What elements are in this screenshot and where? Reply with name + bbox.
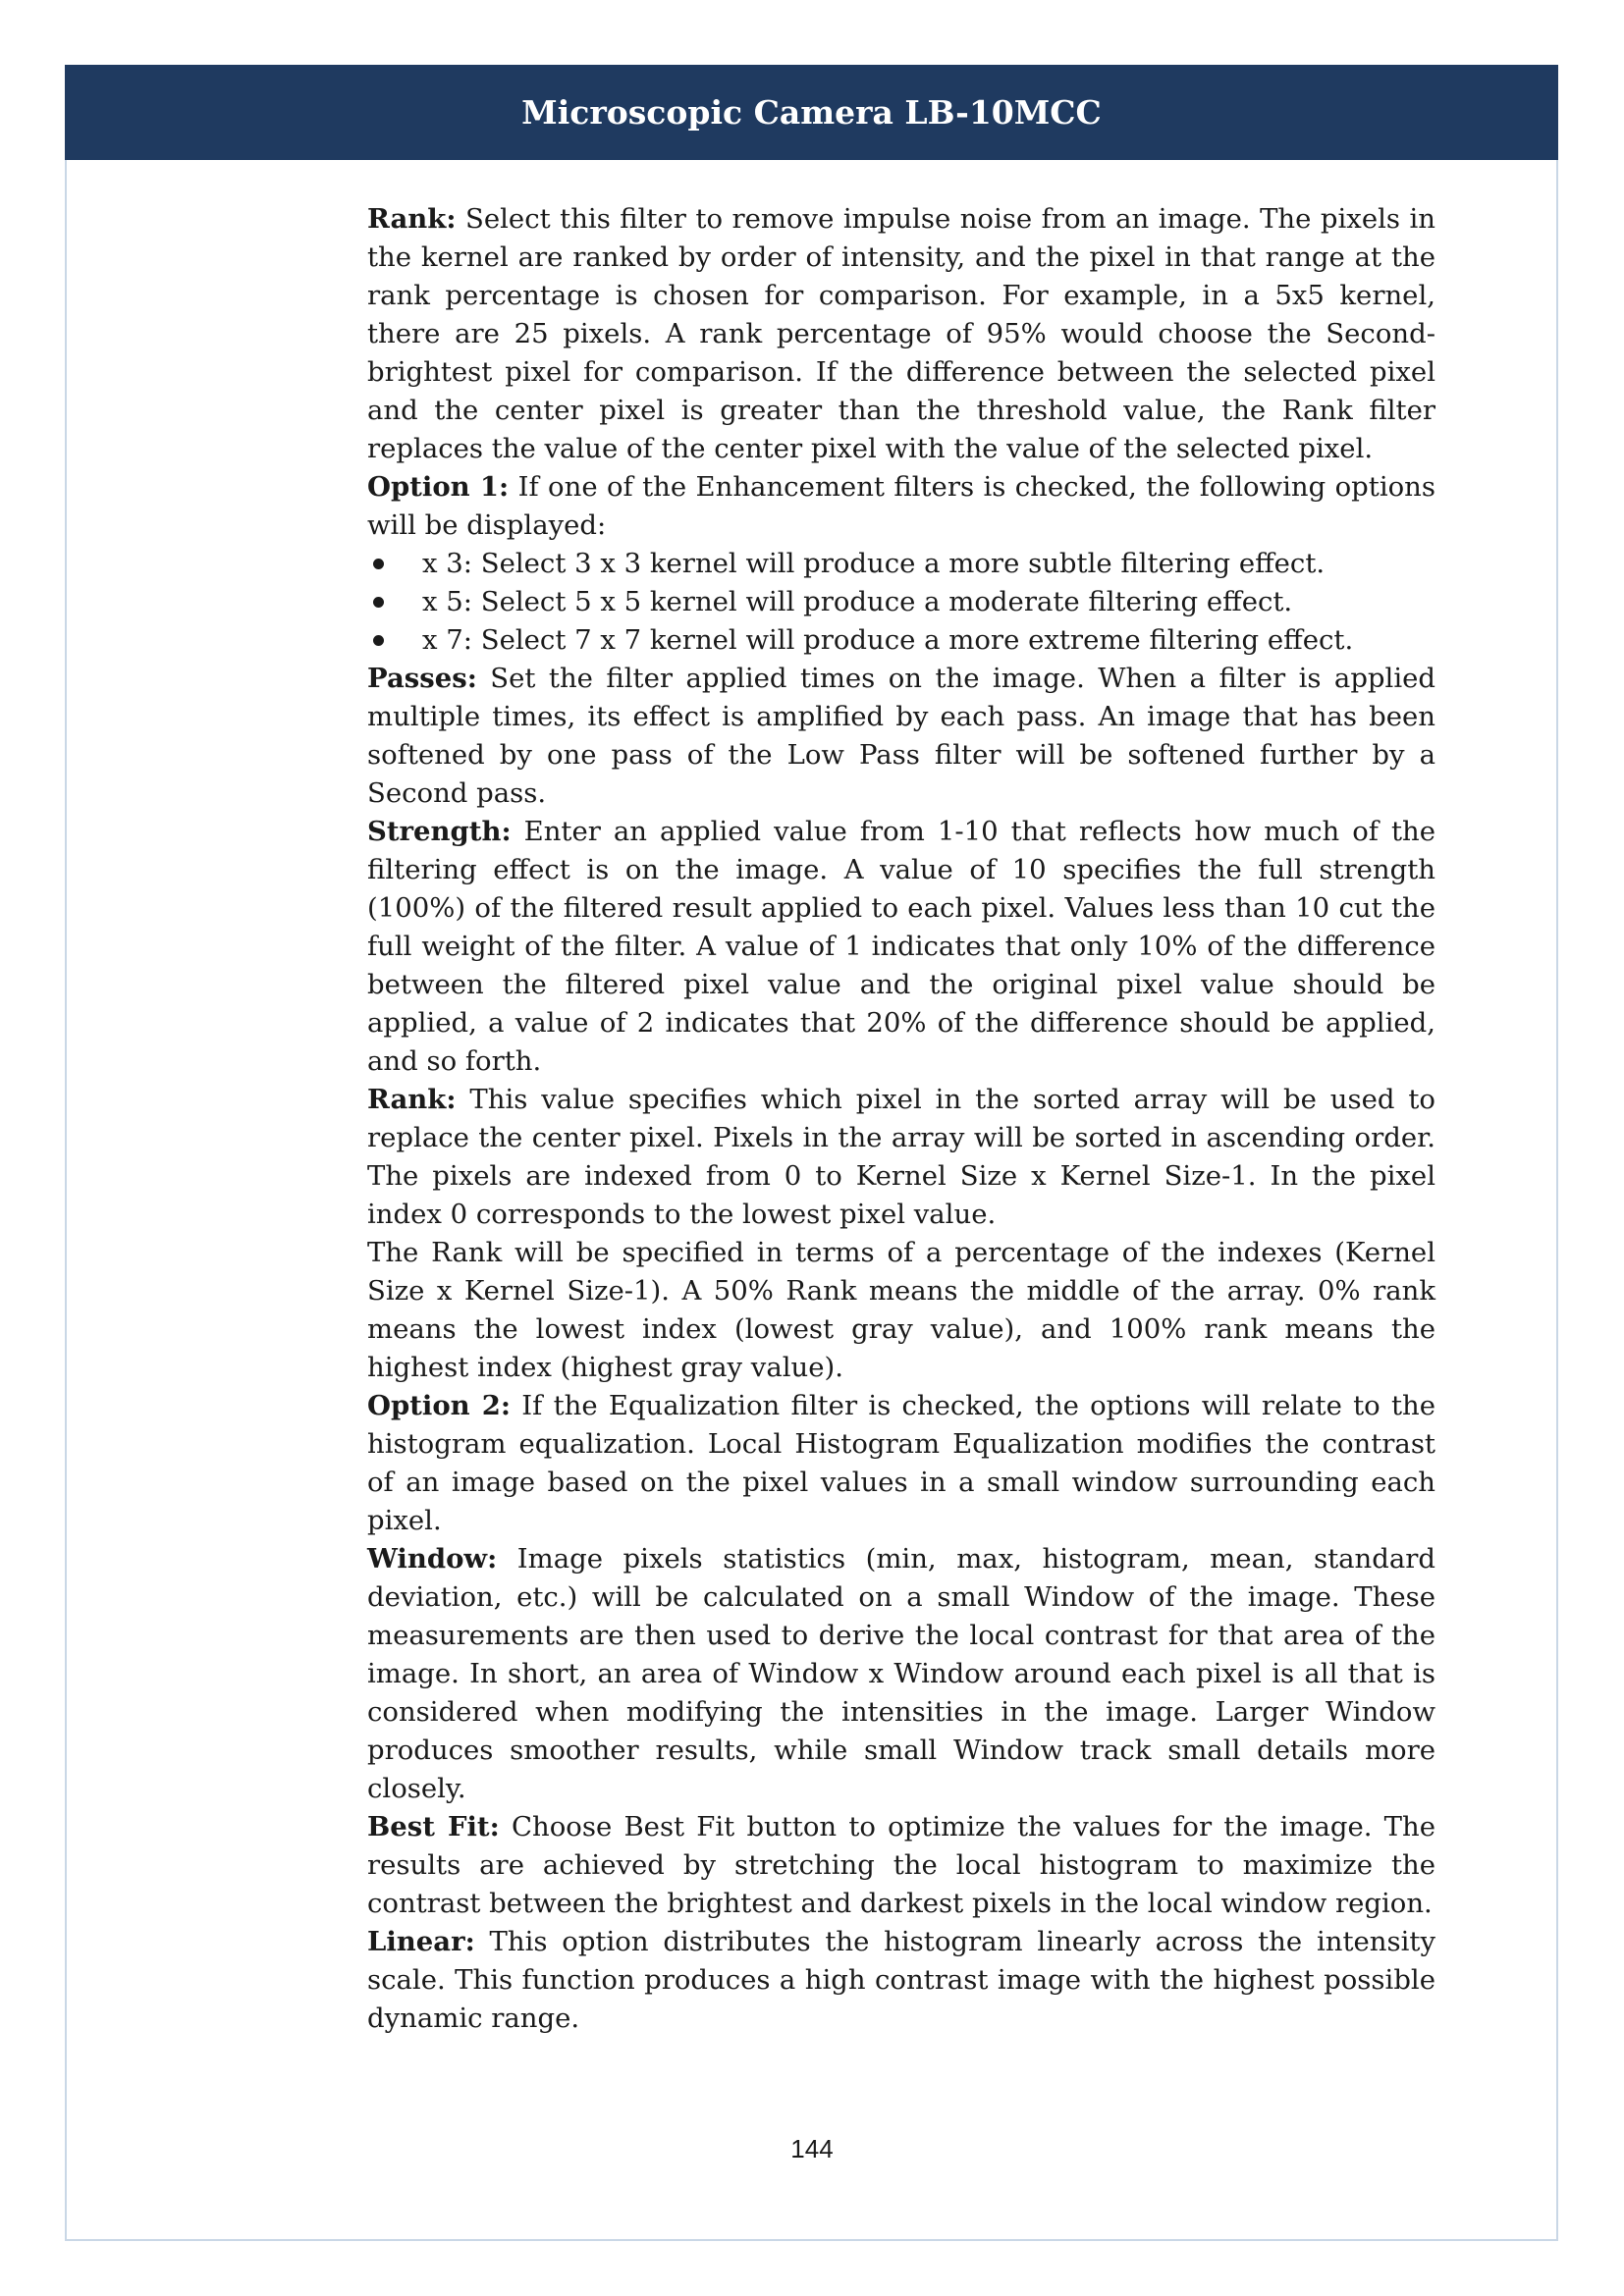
paragraph-linear bbox=[367, 1923, 1435, 2038]
paragraph-rank-note: The Rank will be specified in terms of a percentage of the indexes (Kernel Size x Kernel Size-1). A 50% Rank means the middle of the array. 0% rank means the lowest index (lowest gray value), and 100% rank means the highest index (highest gray value). bbox=[367, 1237, 1435, 1383]
paragraph-option-1 bbox=[367, 468, 1435, 545]
paragraph-window bbox=[367, 1540, 1435, 1808]
paragraph-text: This option distributes the histogram linearly across the intensity scale. This function produces a high contrast image with the highest possible dynamic range. bbox=[367, 1926, 1435, 2034]
bullet-icon bbox=[373, 635, 384, 646]
term-label: Linear: bbox=[367, 1926, 475, 1957]
paragraph-rank-value bbox=[367, 1081, 1435, 1234]
term-label: Rank: bbox=[367, 203, 457, 235]
paragraph-text: Select this filter to remove impulse noise from an image. The pixels in the kernel are ranked by order of intensity, and the pixel in that range at the rank percentage is chosen for comparison. For example, in a 5x5 kernel, there are 25 pixels. A rank percentage of 95% would choose the Second-brightest pixel for comparison. If the difference between the selected pixel and the center pixel is greater than the threshold value, the Rank filter replaces the value of the center pixel with the value of the selected pixel. bbox=[367, 203, 1435, 464]
paragraph-passes bbox=[367, 660, 1435, 813]
term-label: Window: bbox=[367, 1543, 498, 1575]
paragraph-text: If the Equalization filter is checked, the options will relate to the histogram equalization. Local Histogram Equalization modifies the contrast of an image based on the pixel values in a small window surrounding each pixel. bbox=[367, 1390, 1435, 1536]
paragraph-text: Set the filter applied times on the image. When a filter is applied multiple times, its effect is amplified by each pass. An image that has been softened by one pass of the Low Pass filter will be softened further by a Second pass. bbox=[367, 663, 1435, 809]
list-item-text: x 3: Select 3 x 3 kernel will produce a more subtle filtering effect. bbox=[422, 548, 1326, 579]
paragraph-best-fit bbox=[367, 1808, 1435, 1923]
kernel-options-list bbox=[367, 545, 1435, 660]
term-label: Best Fit: bbox=[367, 1811, 500, 1842]
term-label: Rank: bbox=[367, 1084, 457, 1115]
bullet-icon bbox=[373, 559, 384, 569]
term-label: Option 2: bbox=[367, 1390, 512, 1421]
paragraph-text: Enter an applied value from 1-10 that reflects how much of the filtering effect is on the image. A value of 10 specifies the full strength (100%) of the filtered result applied to each pixel. Values less than 10 cut the full weight of the filter. A value of 1 indicates that only 10% of the difference between the filtered pixel value and the original pixel value should be applied, a value of 2 indicates that 20% of the difference should be applied, and so forth. bbox=[367, 816, 1435, 1077]
paragraph-text: This value specifies which pixel in the sorted array will be used to replace the center pixel. Pixels in the array will be sorted in ascending order. The pixels are indexed from 0 to Kernel Size x Kernel Size-1. In the pixel index 0 corresponds to the lowest pixel value. bbox=[367, 1084, 1435, 1230]
bullet-icon bbox=[373, 597, 384, 608]
paragraph-text: Choose Best Fit button to optimize the values for the image. The results are achieved by stretching the local histogram to maximize the contrast between the brightest and darkest pixels in the local window region. bbox=[367, 1811, 1435, 1919]
paragraph-rank-filter bbox=[367, 200, 1435, 468]
page-title: Microscopic Camera LB-10MCC bbox=[521, 93, 1102, 132]
term-label: Option 1: bbox=[367, 471, 510, 503]
list-item bbox=[367, 583, 1435, 621]
list-item bbox=[367, 545, 1435, 583]
list-item-text: x 7: Select 7 x 7 kernel will produce a more extreme filtering effect. bbox=[422, 624, 1354, 656]
paragraph-text: Image pixels statistics (min, max, histogram, mean, standard deviation, etc.) will be calculated on a small Window of the image. These measurements are then used to derive the local contrast for that area of the image. In short, an area of Window x Window around each pixel is all that is considered when modifying the intensities in the image. Larger Window produces smoother results, while small Window track small details more closely. bbox=[367, 1543, 1435, 1804]
paragraph-text: If one of the Enhancement filters is checked, the following options will be displayed: bbox=[367, 471, 1436, 541]
page-number: 144 bbox=[790, 2134, 834, 2163]
list-item-text: x 5: Select 5 x 5 kernel will produce a moderate filtering effect. bbox=[422, 586, 1293, 617]
list-item bbox=[367, 621, 1435, 660]
term-label: Passes: bbox=[367, 663, 477, 694]
paragraph-strength bbox=[367, 813, 1435, 1081]
page-header bbox=[65, 65, 1558, 160]
page-content bbox=[367, 200, 1435, 2038]
paragraph-option-2 bbox=[367, 1387, 1435, 1540]
term-label: Strength: bbox=[367, 816, 512, 847]
